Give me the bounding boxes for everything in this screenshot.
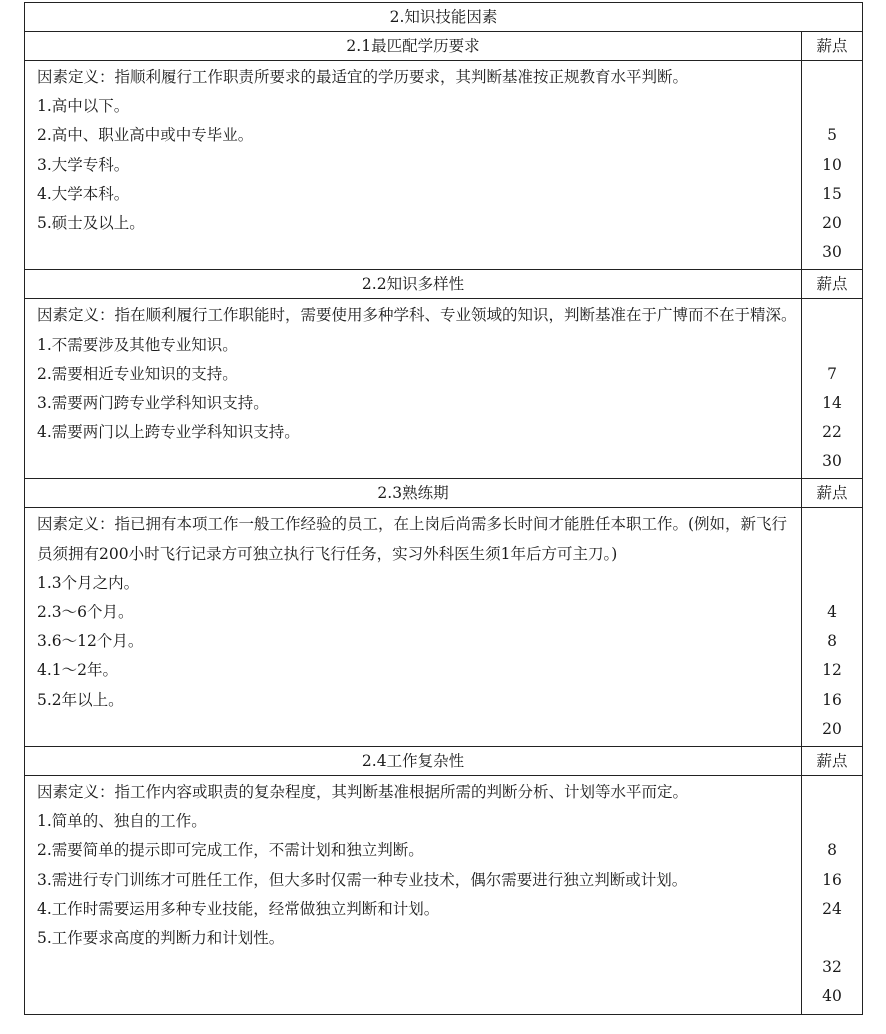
- level-item: 4.工作时需要运用多种专业技能，经常做独立判断和计划。: [37, 899, 440, 918]
- section-points: [802, 776, 863, 1015]
- level-points: 16: [822, 870, 842, 889]
- level-item: 4.需要两门以上跨专业学科知识支持。: [37, 423, 300, 442]
- section-points: [802, 61, 863, 270]
- section-body-row: [25, 776, 863, 1015]
- section-points: [802, 299, 863, 479]
- factor-definition: 因素定义：指工作内容或职责的复杂程度，其判断基准根据所需的判断分析、计划等水平而定。: [37, 783, 689, 801]
- factor-document: [24, 2, 862, 1015]
- factor-definition: 因素定义：指顺利履行工作职责所要求的最适宜的学历要求，其判断基准按正规教育水平判断。: [37, 68, 689, 86]
- level-item: 4.大学本科。: [37, 184, 130, 203]
- level-points: 40: [822, 987, 842, 1006]
- level-item: 1.高中以下。: [37, 97, 130, 116]
- level-points: 20: [822, 213, 842, 232]
- level-item: 5.2年以上。: [37, 690, 124, 709]
- level-points: 32: [822, 958, 842, 977]
- level-item: 3.需要两门跨专业学科知识支持。: [37, 393, 269, 412]
- level-item: 2.高中、职业高中或中专毕业。: [37, 126, 254, 145]
- level-points: 4: [827, 603, 837, 622]
- points-column-header: 薪点: [802, 479, 863, 508]
- level-item: 2.3～6个月。: [37, 603, 134, 622]
- section-body: [25, 299, 802, 479]
- level-points: 22: [822, 423, 842, 442]
- section-body-row: [25, 299, 863, 479]
- section-body-row: [25, 508, 863, 747]
- level-points: 10: [822, 155, 842, 174]
- level-item: 2.需要相近专业知识的支持。: [37, 364, 238, 383]
- level-item: 1.3个月之内。: [37, 573, 140, 592]
- level-points: 20: [822, 719, 842, 738]
- points-column-header: 薪点: [802, 270, 863, 299]
- section-header-row: [25, 32, 863, 61]
- points-column-header: 薪点: [802, 747, 863, 776]
- level-points: 30: [822, 243, 842, 262]
- level-points: 24: [822, 899, 842, 918]
- level-points: 14: [822, 393, 842, 412]
- section-body: [25, 61, 802, 270]
- section-body-row: [25, 61, 863, 270]
- section-heading: 2.1最匹配学历要求: [25, 32, 802, 61]
- factor-table: [24, 2, 863, 1015]
- level-points: 16: [822, 690, 842, 709]
- section-header-row: [25, 747, 863, 776]
- level-item: 3.大学专科。: [37, 155, 130, 174]
- section-header-row: [25, 479, 863, 508]
- level-points: 30: [822, 452, 842, 471]
- level-item: 2.需要简单的提示即可完成工作，不需计划和独立判断。: [37, 841, 424, 860]
- factor-definition: 因素定义：指在顺利履行工作职能时，需要使用多种学科、专业领域的知识，判断基准在于广博而不在于精深。: [37, 306, 797, 325]
- level-points: 15: [822, 184, 842, 203]
- section-heading: 2.3熟练期: [25, 479, 802, 508]
- level-item: 3.需进行专门训练才可胜任工作，但大多时仅需一种专业技术，偶尔需要进行独立判断或计划。: [37, 870, 688, 889]
- level-item: 4.1～2年。: [37, 661, 119, 680]
- factor-definition: 因素定义：指已拥有本项工作一般工作经验的员工，在上岗后尚需多长时间才能胜任本职工作。(例如，新飞行员须拥有200小时飞行记录方可独立执行飞行任务，实习外科医生须1年后方可主刀。): [37, 515, 788, 563]
- section-body: [25, 508, 802, 747]
- section-header-row: [25, 270, 863, 299]
- level-item: 5.硕士及以上。: [37, 214, 145, 233]
- level-points: 5: [827, 126, 837, 145]
- level-item: 1.简单的、独自的工作。: [37, 812, 207, 831]
- section-heading: 2.4工作复杂性: [25, 747, 802, 776]
- section-body: [25, 776, 802, 1015]
- section-points: [802, 508, 863, 747]
- level-points: 7: [827, 364, 837, 383]
- level-points: 8: [827, 632, 837, 651]
- level-item: 3.6～12个月。: [37, 632, 144, 651]
- level-points: 8: [827, 841, 837, 860]
- level-item: 5.工作要求高度的判断力和计划性。: [37, 929, 285, 948]
- level-points: 12: [822, 661, 842, 680]
- title-row: [25, 3, 863, 32]
- points-column-header: 薪点: [802, 32, 863, 61]
- level-item: 1.不需要涉及其他专业知识。: [37, 335, 238, 354]
- section-heading: 2.2知识多样性: [25, 270, 802, 299]
- table-title: 2.知识技能因素: [25, 3, 863, 32]
